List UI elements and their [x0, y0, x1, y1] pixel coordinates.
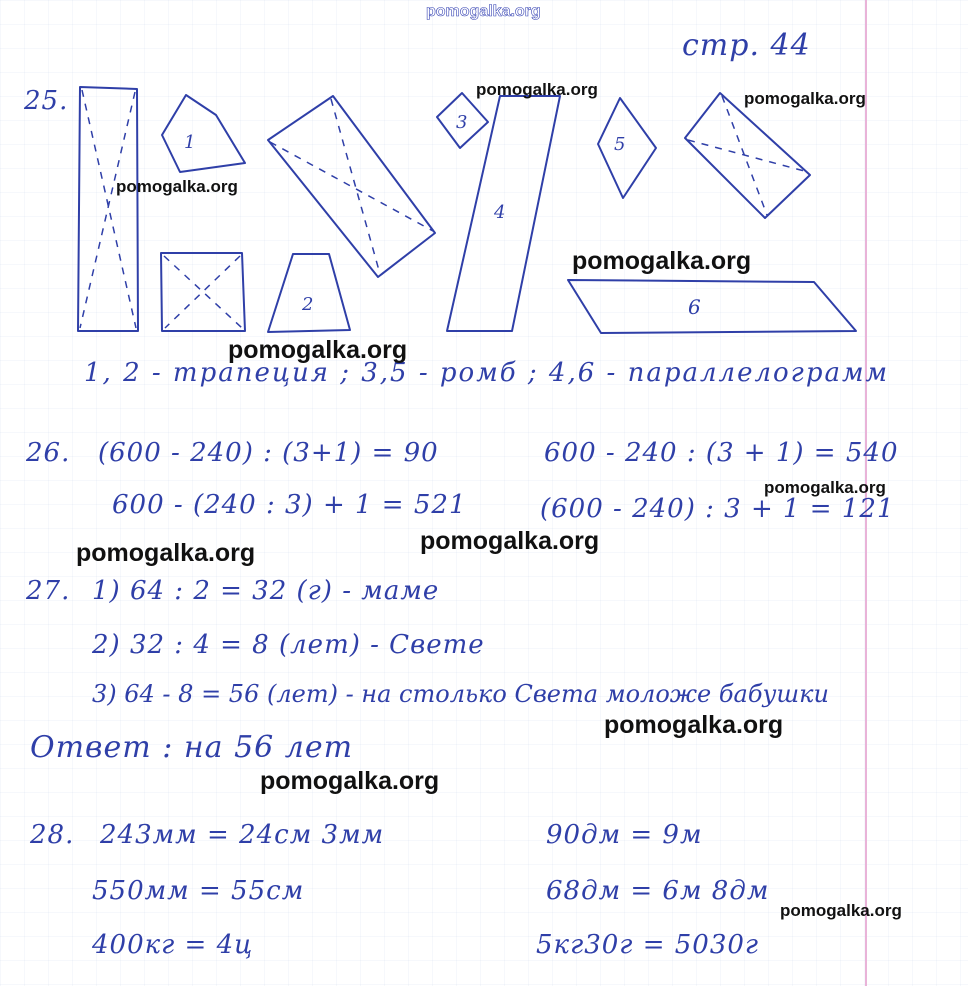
task27-number: 27. [26, 576, 71, 606]
task28-left2: 550мм = 55см [92, 876, 305, 906]
figure-2-trapezoid [268, 254, 350, 332]
watermark: pomogalka.org [260, 767, 440, 795]
task26-expr3: 600 - (240 : 3) + 1 = 521 [112, 490, 467, 520]
figure-6-parallelogram [568, 280, 856, 333]
watermark: pomogalka.org [764, 478, 886, 497]
task28-left3: 400кг = 4ц [92, 930, 254, 960]
watermark: pomogalka.org [228, 336, 408, 364]
figure-square [161, 253, 245, 331]
task27-step1: 1) 64 : 2 = 32 (г) - маме [92, 576, 440, 606]
task26-expr4: (600 - 240) : 3 + 1 = 121 [540, 494, 895, 524]
watermark: pomogalka.org [420, 527, 600, 555]
figure-1-trapezoid [162, 95, 245, 172]
task28-right3: 5кг30г = 5030г [536, 930, 760, 960]
task25-number: 25. [24, 86, 69, 116]
task27-step3: 3) 64 - 8 = 56 (лет) - на столько Света моложе бабушки [92, 680, 829, 708]
task26-expr1: (600 - 240) : (3+1) = 90 [98, 438, 439, 468]
task28-right1: 90дм = 9м [546, 820, 703, 850]
figure-tall-rectangle [78, 87, 138, 331]
watermark: pomogalka.org [780, 901, 902, 920]
task28-left1: 243мм = 24см 3мм [100, 820, 385, 850]
figure-slanted-rectangle [268, 96, 435, 277]
watermark: pomogalka.org [744, 89, 866, 108]
watermark: pomogalka.org [604, 711, 784, 739]
task25-answer: 1, 2 - трапеция ; 3,5 - ромб ; 4,6 - параллелограмм [84, 358, 890, 388]
figure-label-5: 5 [614, 134, 626, 155]
figure-label-3: 3 [456, 112, 468, 133]
figure-5-rhombus [598, 98, 656, 198]
task27-step2: 2) 32 : 4 = 8 (лет) - Свете [92, 630, 485, 660]
watermark-top: pomogalka.org [426, 3, 541, 20]
task27-answer: Ответ : на 56 лет [30, 730, 354, 765]
figure-label-4: 4 [494, 202, 506, 223]
task28-number: 28. [30, 820, 75, 850]
page-label: стр. 44 [682, 28, 811, 63]
watermark: pomogalka.org [76, 539, 256, 567]
task26-expr2: 600 - 240 : (3 + 1) = 540 [544, 438, 899, 468]
task28-right2: 68дм = 6м 8дм [546, 876, 770, 906]
watermark: pomogalka.org [572, 247, 752, 275]
watermark: pomogalka.org [476, 80, 598, 99]
figure-label-2: 2 [302, 294, 314, 315]
figure-label-6: 6 [688, 295, 701, 319]
watermark: pomogalka.org [116, 177, 238, 196]
task26-number: 26. [26, 438, 71, 468]
figure-label-1: 1 [184, 132, 196, 153]
